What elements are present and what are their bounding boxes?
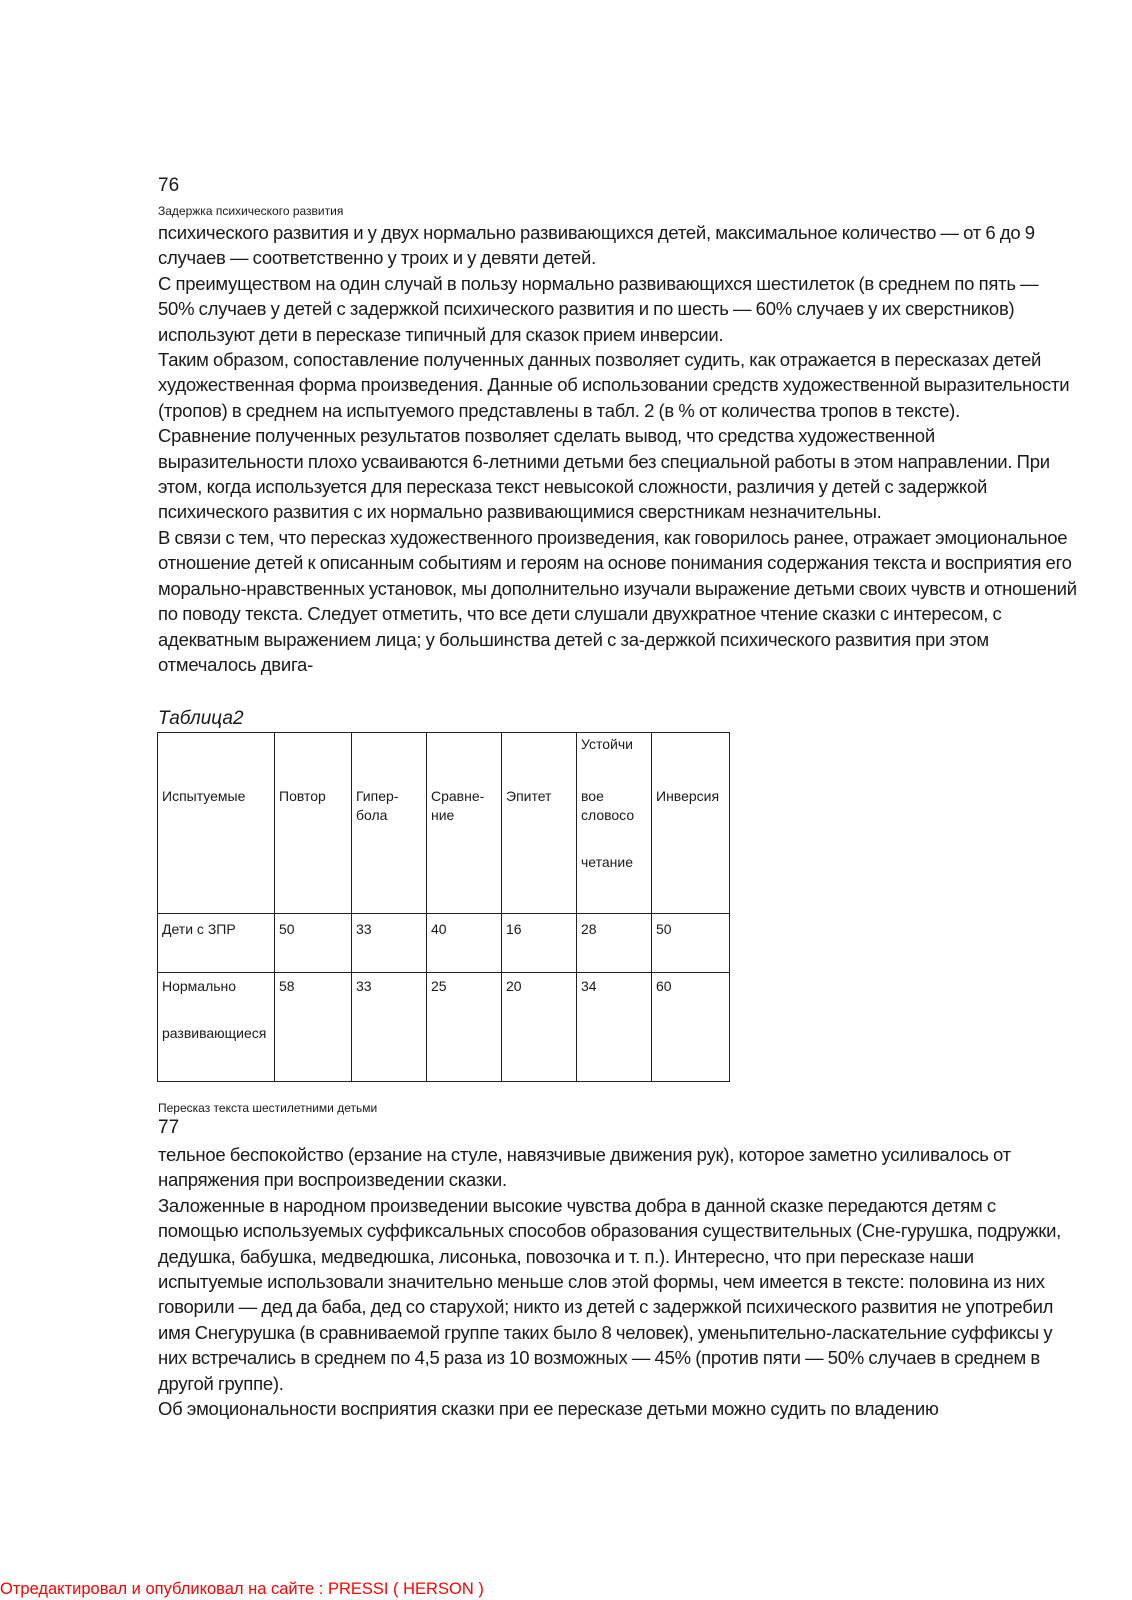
table-cell: 33	[352, 914, 427, 973]
row-label: Нормально развивающиеся	[158, 973, 275, 1082]
table-cell: 40	[427, 914, 502, 973]
table-cell: 16	[502, 914, 577, 973]
running-head-bottom: Пересказ текста шестилетними детьми	[158, 1101, 378, 1115]
page-number-bottom: 77	[158, 1117, 180, 1138]
body-text-top	[158, 220, 1078, 677]
paragraph: Заложенные в народном произведении высокие чувства добра в данной сказке передаются детям с помощью используемых суффиксальных способов образования существительных (Сне-гурушка, подружки, дедушка, бабушка, медведюшка, лисонька, повозочка и т. п.). Интересно, что при пересказе наши испытуемые использовали значительно меньше слов этой формы, чем имеется в тексте: половина из них говорили — дед да баба, дед со старухой; никто из детей с задержкой психического развития не употребил имя Снегурушка (в сравниваемой группе таких было 8 человек), уменьпительно-ласкательние суффиксы у них встречались в среднем по 4,5 раза из 10 возможных — 45% (против пяти — 50% случаев в среднем в другой группе).	[158, 1194, 1062, 1394]
table-header-row	[158, 733, 730, 914]
header-cell: Инверсия	[652, 733, 730, 914]
paragraph: тельное беспокойство (ерзание на стуле, навязчивые движения рук), которое заметно усиливалось от напряжения при воспроизведении сказки.	[158, 1144, 1011, 1191]
paragraph: Об эмоциональности восприятия сказки при ее пересказе детьми можно судить по владению	[158, 1398, 939, 1420]
header-cell: Сравне- ние	[427, 733, 502, 914]
footer-credit: Отредактировал и опубликовал на сайте : PRESSI ( HERSON )	[0, 1580, 484, 1598]
table-cell: 25	[427, 973, 502, 1082]
header-cell: Испытуемые	[158, 733, 275, 914]
paragraph: В связи с тем, что пересказ художественного произведения, как говорилось ранее, отражает эмоциональное отношение детей к описанным событиям и героям на основе понимания содержания текста и восприятия его морально-нравственных установок, мы дополнительно изучали выражение детьми своих чувств и отношений по поводу текста. Следует отметить, что все дети слушали двухкратное чтение сказки с интересом, с адекватным выражением лица; у большинства детей с за-держкой психического развития при этом отмечалось двига-	[158, 526, 1077, 675]
table-cell: 50	[275, 914, 352, 973]
table-cell: 28	[577, 914, 652, 973]
table-cell: 58	[275, 973, 352, 1082]
table-cell: 33	[352, 973, 427, 1082]
table-cell: 34	[577, 973, 652, 1082]
header-cell: Повтор	[275, 733, 352, 914]
paragraph: Сравнение полученных результатов позволяет сделать вывод, что средства художественной выразительности плохо усваиваются 6-летними детьми без специальной работы в этом направлении. При этом, когда используется для пересказа текст невысокой сложности, различия у детей с задержкой психического развития с их нормально развивающимися сверстникам незначительны.	[158, 425, 1050, 523]
paragraph: психического развития и у двух нормально развивающихся детей, максимальное количество — от 6 до 9 случаев — соответственно у троих и у девяти детей.	[158, 222, 1035, 269]
running-head-top: Задержка психического развития	[158, 204, 344, 218]
table-cell: 50	[652, 914, 730, 973]
paragraph: С преимуществом на один случай в пользу нормально развивающихся шестилеток (в среднем по пять — 50% случаев у детей с задержкой психического развития и по шесть — 60% случаев у их сверстников) используют дети в пересказе типичный для сказок прием инверсии.	[158, 272, 1039, 345]
paragraph: Таким образом, сопоставление полученных данных позволяет судить, как отражается в пересказах детей художественная форма произведения. Данные об использовании средств художественной выразительности (тропов) в среднем на испытуемого представлены в табл. 2 (в % от количества тропов в тексте).	[158, 349, 1070, 421]
row-label: Дети с ЗПР	[158, 914, 275, 973]
data-table	[157, 732, 730, 1082]
header-cell: Устойчи вое словосо четание	[577, 733, 652, 914]
body-text-bottom	[158, 1142, 1078, 1421]
header-cell: Эпитет	[502, 733, 577, 914]
table-cell: 20	[502, 973, 577, 1082]
table-row	[158, 973, 730, 1082]
table-cell: 60	[652, 973, 730, 1082]
page-number-top: 76	[158, 175, 180, 196]
table-caption: Таблица2	[158, 708, 244, 729]
header-cell: Гипер- бола	[352, 733, 427, 914]
table-row	[158, 914, 730, 973]
